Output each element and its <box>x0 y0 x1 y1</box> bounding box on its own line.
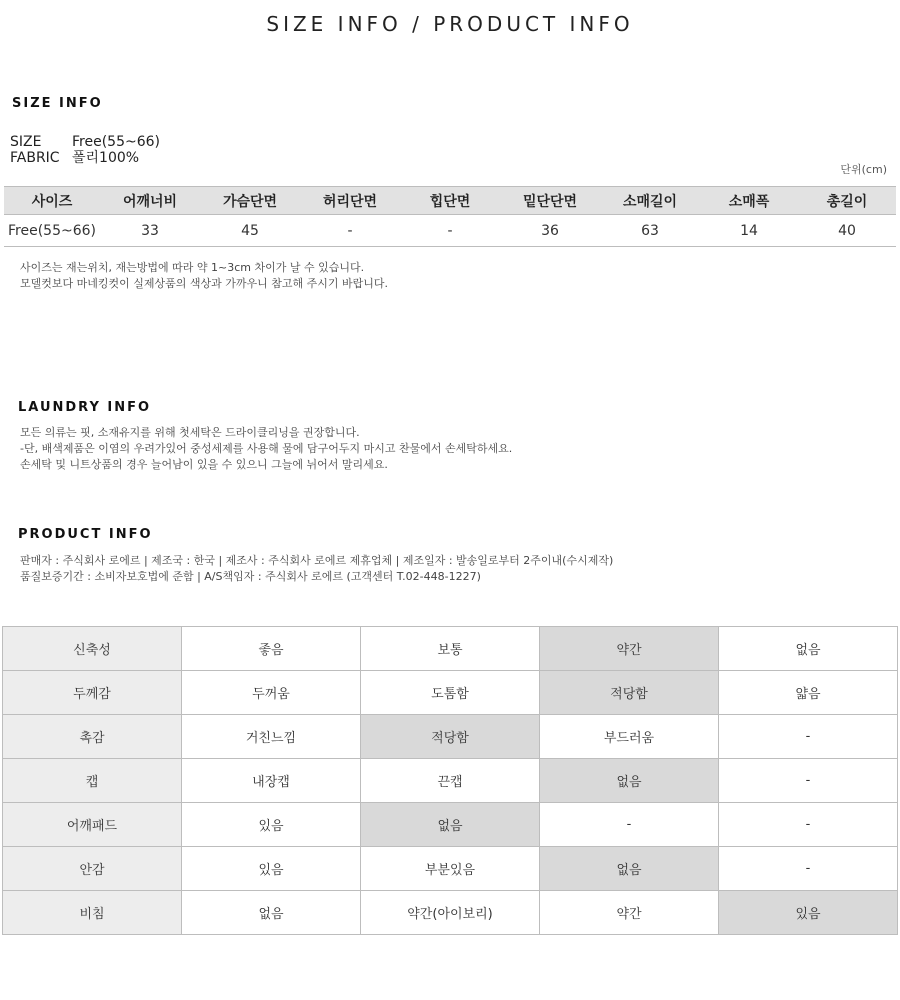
product-note-line: 품질보증기간 : 소비자보호법에 준함 | A/S책임자 : 주식회사 로에르 (고객센터 T.02-448-1227) <box>20 570 481 583</box>
size-table <box>4 186 896 247</box>
property-label: 신축성 <box>3 627 182 671</box>
property-label: 어깨패드 <box>3 803 182 847</box>
size-cell: 63 <box>600 215 700 247</box>
size-table-row <box>4 215 896 247</box>
size-cell: Free(55~66) <box>4 215 100 247</box>
property-option: 약간 <box>540 891 719 935</box>
product-note-line: 판매자 : 주식회사 로에르 | 제조국 : 한국 | 제조사 : 주식회사 로에르 제휴업체 | 제조일자 : 발송일로부터 2주이내(수시제작) <box>20 554 614 567</box>
size-cell: - <box>300 215 400 247</box>
property-row <box>3 847 898 891</box>
laundry-note-line: 손세탁 및 니트상품의 경우 늘어남이 있을 수 있으니 그늘에 뉘어서 말리세요. <box>20 458 388 471</box>
size-cell: 33 <box>100 215 200 247</box>
header-cell: 허리단면 <box>300 187 400 215</box>
property-option: 없음 <box>182 891 361 935</box>
property-row <box>3 671 898 715</box>
property-option: 약간(아이보리) <box>361 891 540 935</box>
header-cell: 총길이 <box>798 187 896 215</box>
size-cell: 40 <box>798 215 896 247</box>
property-option: 도톰함 <box>361 671 540 715</box>
product-properties-table <box>2 626 898 935</box>
property-label: 안감 <box>3 847 182 891</box>
size-cell: 14 <box>700 215 798 247</box>
size-note-line: 사이즈는 재는위치, 재는방법에 따라 약 1~3cm 차이가 날 수 있습니다. <box>20 261 365 274</box>
property-option: 보통 <box>361 627 540 671</box>
property-option: - <box>719 803 898 847</box>
property-option: 있음 <box>182 847 361 891</box>
property-label: 두께감 <box>3 671 182 715</box>
size-table-header-row <box>4 187 896 215</box>
property-option: 없음 <box>719 627 898 671</box>
header-cell: 소매폭 <box>700 187 798 215</box>
property-option: - <box>719 847 898 891</box>
property-label: 비침 <box>3 891 182 935</box>
property-option-selected: 있음 <box>719 891 898 935</box>
size-fabric-block <box>10 134 160 166</box>
property-option-selected: 없음 <box>540 759 719 803</box>
property-option: - <box>719 759 898 803</box>
property-option: 좋음 <box>182 627 361 671</box>
property-row <box>3 715 898 759</box>
size-value: Free(55~66) <box>72 134 160 150</box>
size-cell: 36 <box>500 215 600 247</box>
header-cell: 소매길이 <box>600 187 700 215</box>
header-cell: 어깨너비 <box>100 187 200 215</box>
property-option: - <box>540 803 719 847</box>
header-cell: 힙단면 <box>400 187 500 215</box>
property-row <box>3 627 898 671</box>
property-option-selected: 적당함 <box>540 671 719 715</box>
size-row <box>10 134 160 150</box>
laundry-note-line: -단, 배색제품은 이염의 우려가있어 중성세제를 사용해 물에 담구어두지 마시고 찬물에서 손세탁하세요. <box>20 442 513 455</box>
size-cell: - <box>400 215 500 247</box>
property-option-selected: 없음 <box>361 803 540 847</box>
property-option: 두꺼움 <box>182 671 361 715</box>
size-note-line: 모델컷보다 마네킹컷이 실제상품의 색상과 가까우니 참고해 주시기 바랍니다. <box>20 277 389 290</box>
size-notes <box>20 260 388 292</box>
property-row <box>3 891 898 935</box>
fabric-label: FABRIC <box>10 150 60 166</box>
property-option: 내장캡 <box>182 759 361 803</box>
size-cell: 45 <box>200 215 300 247</box>
property-option: - <box>719 715 898 759</box>
header-cell: 사이즈 <box>4 187 100 215</box>
laundry-info-heading: LAUNDRY INFO <box>18 400 152 415</box>
property-label: 캡 <box>3 759 182 803</box>
size-label: SIZE <box>10 134 42 150</box>
property-option-selected: 적당함 <box>361 715 540 759</box>
property-option: 부드러움 <box>540 715 719 759</box>
fabric-row <box>10 150 160 166</box>
property-option-selected: 약간 <box>540 627 719 671</box>
fabric-value: 폴리100% <box>72 150 140 166</box>
property-row <box>3 803 898 847</box>
laundry-note-line: 모든 의류는 핏, 소재유지를 위해 첫세탁은 드라이클리닝을 권장합니다. <box>20 426 360 439</box>
header-cell: 가슴단면 <box>200 187 300 215</box>
property-option: 있음 <box>182 803 361 847</box>
property-option: 부분있음 <box>361 847 540 891</box>
property-option-selected: 없음 <box>540 847 719 891</box>
laundry-notes <box>20 425 512 473</box>
page-title: SIZE INFO / PRODUCT INFO <box>266 12 634 36</box>
header-cell: 밑단단면 <box>500 187 600 215</box>
property-option: 얇음 <box>719 671 898 715</box>
property-label: 촉감 <box>3 715 182 759</box>
product-notes <box>20 553 613 585</box>
unit-label: 단위(cm) <box>840 163 887 176</box>
property-row <box>3 759 898 803</box>
size-info-heading: SIZE INFO <box>12 96 103 111</box>
property-option: 끈캡 <box>361 759 540 803</box>
product-info-heading: PRODUCT INFO <box>18 527 153 542</box>
property-option: 거친느낌 <box>182 715 361 759</box>
